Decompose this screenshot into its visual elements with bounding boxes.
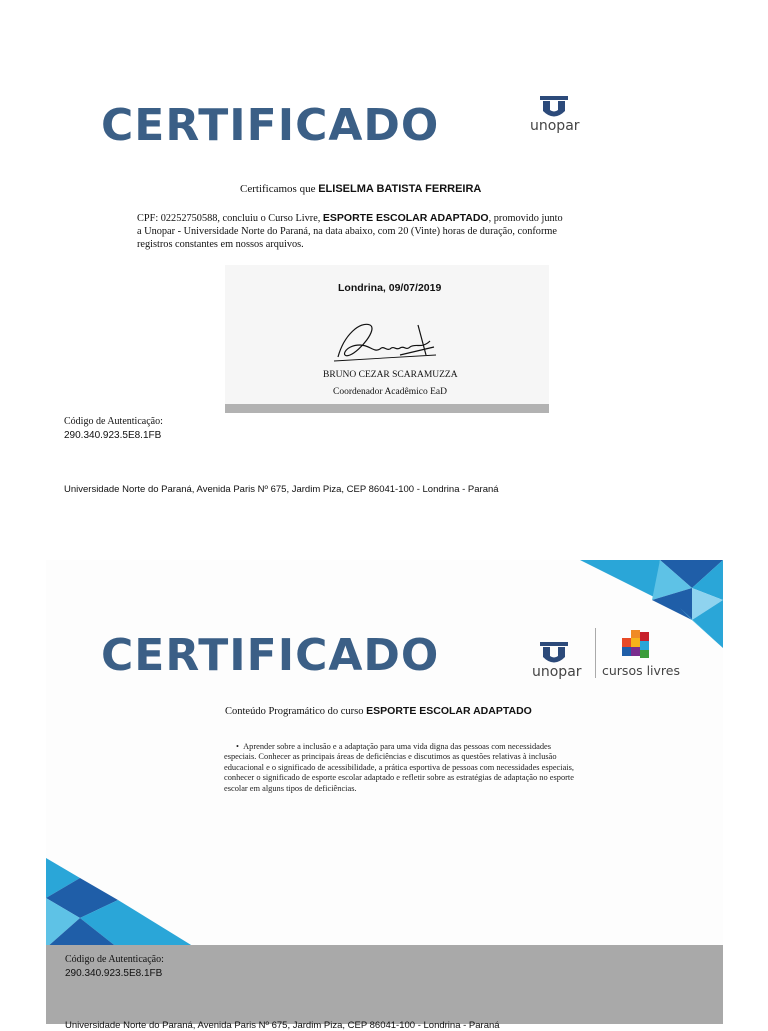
certificate-page-2 bbox=[46, 560, 723, 1031]
institution-address: Universidade Norte do Paraná, Avenida Paris Nº 675, Jardim Piza, CEP 86041-100 - Londrina - Paraná bbox=[64, 484, 499, 495]
course-name: ESPORTE ESCOLAR ADAPTADO bbox=[322, 212, 489, 224]
bullet-line: educacional e o significado de acessibilidade, a prática esportiva de pessoas com necessidades especiais, bbox=[224, 762, 574, 772]
bullet-line: escolar em alguns tipos de deficiências. bbox=[224, 783, 357, 793]
body-text: , promovido junto bbox=[488, 213, 563, 224]
certificate-title: CERTIFICADO bbox=[101, 100, 440, 151]
bullet-line bbox=[224, 742, 614, 752]
body-line-2: a Unopar - Universidade Norte do Paraná, na data abaixo, com 20 (Vinte) horas de duração, conforme bbox=[137, 226, 557, 237]
unopar-logo-text: unopar bbox=[530, 118, 580, 134]
program-prefix: Conteúdo Programático do curso bbox=[225, 706, 367, 717]
bullet-line: especiais. Conhecer as principais áreas de deficiências e discutimos as questões relativas à inclusão bbox=[224, 752, 557, 762]
body-text: CPF: 02252750588, concluiu o Curso Livre, bbox=[137, 213, 323, 224]
cursos-livres-logo-text: cursos livres bbox=[602, 663, 680, 678]
program-content bbox=[224, 742, 614, 794]
certificate-body bbox=[137, 212, 597, 251]
signature-block bbox=[225, 265, 549, 413]
bullet-line: conhecer o significado de esporte escolar adaptado e refletir sobre as estratégias de adaptação no esporte bbox=[224, 773, 574, 783]
certify-line bbox=[240, 183, 481, 195]
triangle-decoration-bottom-icon bbox=[46, 858, 196, 948]
cursos-livres-cube-icon bbox=[620, 630, 652, 660]
body-line-1 bbox=[137, 212, 597, 225]
bullet-dot: • bbox=[236, 742, 244, 751]
unopar-logo-icon bbox=[540, 96, 568, 118]
bullet-text: Aprender sobre a inclusão e a adaptação para uma vida digna das pessoas com necessidades bbox=[243, 742, 552, 751]
signature-icon bbox=[330, 315, 440, 365]
auth-code: 290.340.923.5E8.1FB bbox=[65, 968, 163, 979]
institution-address: Universidade Norte do Paraná, Avenida Paris Nº 675, Jardim Piza, CEP 86041-100 - Londrina - Paraná bbox=[65, 1020, 500, 1031]
date-place: Londrina, 09/07/2019 bbox=[338, 282, 442, 294]
program-line bbox=[225, 705, 532, 717]
unopar-logo-text: unopar bbox=[532, 664, 582, 680]
unopar-logo-icon bbox=[540, 642, 568, 664]
signature-divider bbox=[225, 404, 549, 413]
signer-name: BRUNO CEZAR SCARAMUZZA bbox=[323, 370, 458, 380]
student-name: ELISELMA BATISTA FERREIRA bbox=[318, 183, 482, 195]
certify-prefix: Certificamos que bbox=[240, 183, 319, 195]
signer-role: Coordenador Acadêmico EaD bbox=[333, 387, 447, 397]
auth-label: Código de Autenticação: bbox=[65, 954, 164, 965]
body-line-3: registros constantes em nossos arquivos. bbox=[137, 239, 304, 250]
course-name: ESPORTE ESCOLAR ADAPTADO bbox=[366, 705, 532, 717]
certificate-title: CERTIFICADO bbox=[101, 630, 440, 681]
logo-divider bbox=[595, 628, 596, 678]
auth-code: 290.340.923.5E8.1FB bbox=[64, 430, 162, 441]
footer-band bbox=[46, 945, 723, 1031]
auth-label: Código de Autenticação: bbox=[64, 416, 163, 427]
